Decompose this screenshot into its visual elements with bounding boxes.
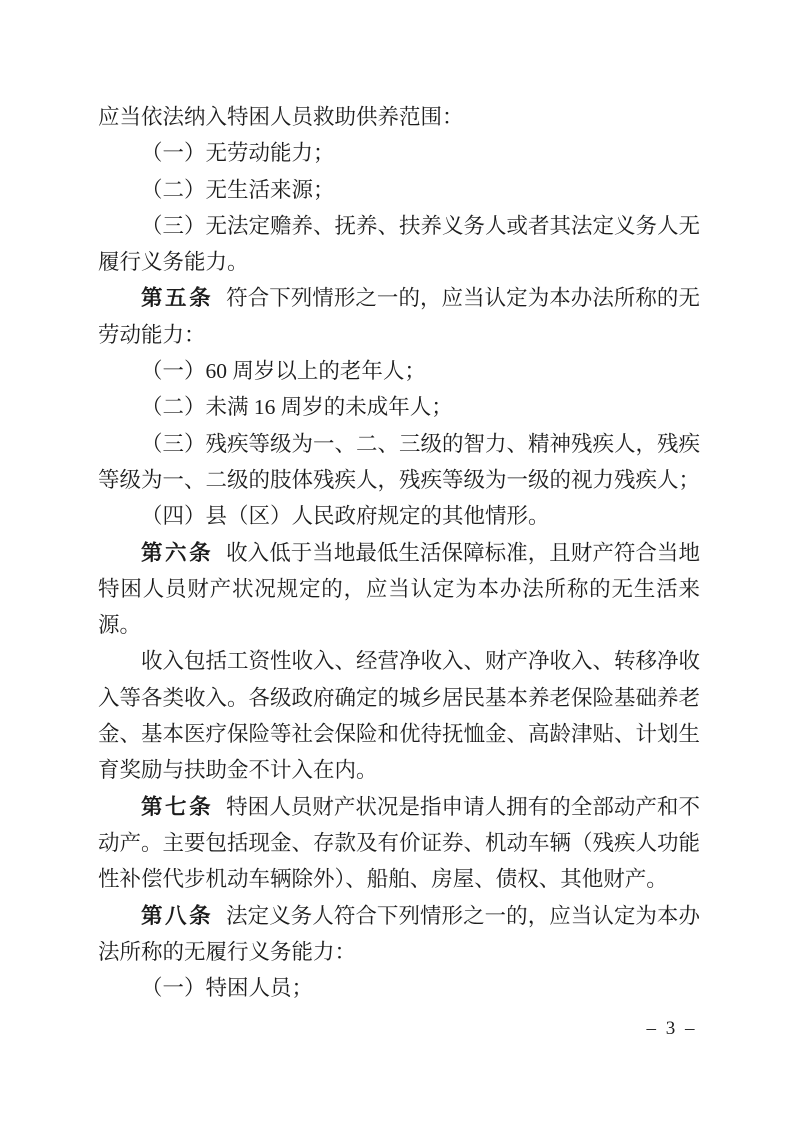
paragraph-text: （二）无生活来源； xyxy=(141,177,335,202)
paragraph-text: （一）无劳动能力； xyxy=(141,141,335,166)
paragraph-text: （一）60 周岁以上的老年人； xyxy=(141,359,426,384)
article-paragraph xyxy=(98,789,700,898)
list-item xyxy=(98,353,700,389)
document-body xyxy=(98,99,700,1006)
article-paragraph xyxy=(98,535,700,644)
list-item xyxy=(98,135,700,171)
article-heading: 第六条 xyxy=(141,540,214,565)
paragraph-text: 特困人员财产状况是指申请人拥有的全部动产和不动产。主要包括现金、存款及有价证券、机动车辆（残疾人功能性补偿代步机动车辆除外）、船舶、房屋、债权、其他财产。 xyxy=(98,794,701,892)
paragraph xyxy=(98,643,700,788)
article-paragraph xyxy=(98,280,700,353)
paragraph-text: 应当依法纳入特困人员救助供养范围： xyxy=(98,105,464,129)
list-item xyxy=(98,389,700,425)
paragraph-text: （三）无法定赡养、抚养、扶养义务人或者其法定义务人无履行义务能力。 xyxy=(98,213,701,275)
paragraph-text: 收入包括工资性收入、经营净收入、财产净收入、转移净收入等各类收入。各级政府确定的城乡居民基本养老保险基础养老金、基本医疗保险等社会保险和优待抚恤金、高龄津贴、计划生育奖励与扶助金不计入在内。 xyxy=(98,649,701,783)
list-item xyxy=(98,208,700,281)
list-item xyxy=(98,498,700,534)
list-item xyxy=(98,426,700,499)
list-item xyxy=(98,172,700,208)
page-number: – 3 – xyxy=(646,1018,697,1039)
paragraph-text: （一）特困人员； xyxy=(141,976,314,1001)
paragraph-text: 收入低于当地最低生活保障标准，且财产符合当地特困人员财产状况规定的，应当认定为本办法所称的无生活来源。 xyxy=(98,540,700,638)
paragraph xyxy=(98,99,700,135)
article-paragraph xyxy=(98,898,700,971)
list-item xyxy=(98,970,700,1006)
paragraph-text: 符合下列情形之一的，应当认定为本办法所称的无劳动能力： xyxy=(98,286,700,347)
article-heading: 第七条 xyxy=(141,794,214,819)
paragraph-text: （四）县（区）人民政府规定的其他情形。 xyxy=(141,504,550,529)
paragraph-text: （三）残疾等级为一、二、三级的智力、精神残疾人，残疾等级为一、二级的肢体残疾人，残疾等级为一级的视力残疾人； xyxy=(98,431,701,492)
paragraph-text: （二）未满 16 周岁的未成年人； xyxy=(141,395,453,420)
paragraph-text: 法定义务人符合下列情形之一的，应当认定为本办法所称的无履行义务能力： xyxy=(98,903,700,964)
article-heading: 第八条 xyxy=(141,903,214,928)
article-heading: 第五条 xyxy=(141,286,214,311)
